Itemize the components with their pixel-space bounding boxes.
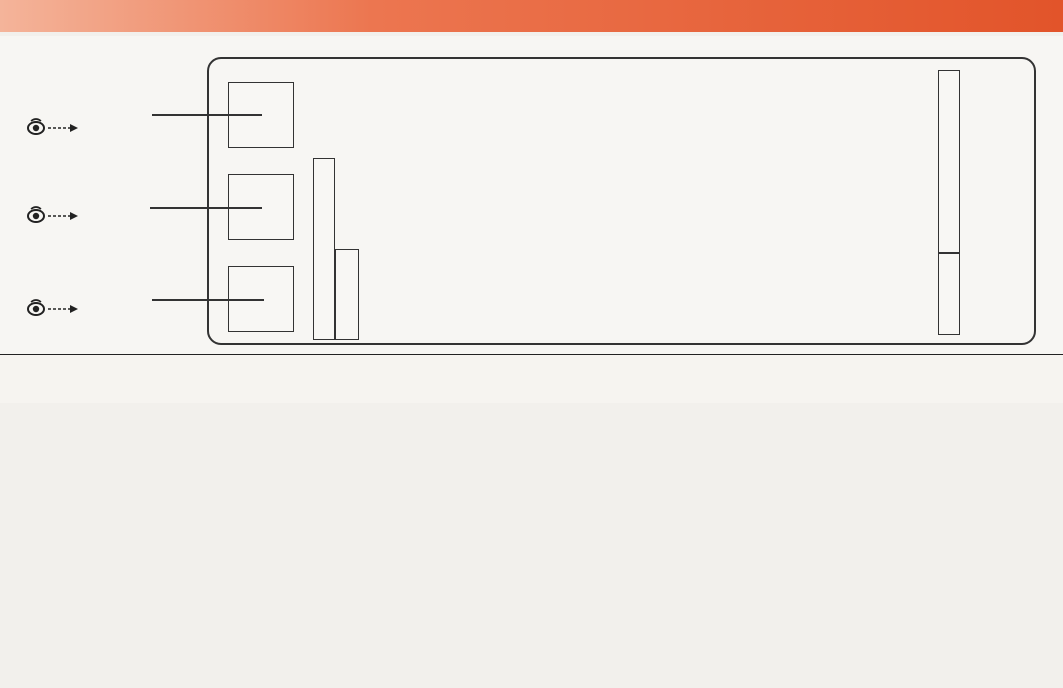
eye-arrow-icon xyxy=(26,299,84,319)
fuse-table xyxy=(0,354,1063,688)
spare-strip xyxy=(938,253,960,335)
table-header xyxy=(0,354,1063,403)
eye-arrow-icon xyxy=(26,206,84,226)
leader-line xyxy=(150,207,262,209)
page-header xyxy=(0,0,1063,32)
leader-line xyxy=(152,299,264,301)
header-num xyxy=(0,359,192,361)
header-wire xyxy=(296,359,370,361)
eye-arrow-icon xyxy=(26,118,84,138)
spare-strip xyxy=(335,249,359,340)
spare-strip xyxy=(313,158,335,340)
leader-line xyxy=(152,114,262,116)
spare-strip xyxy=(938,70,960,253)
